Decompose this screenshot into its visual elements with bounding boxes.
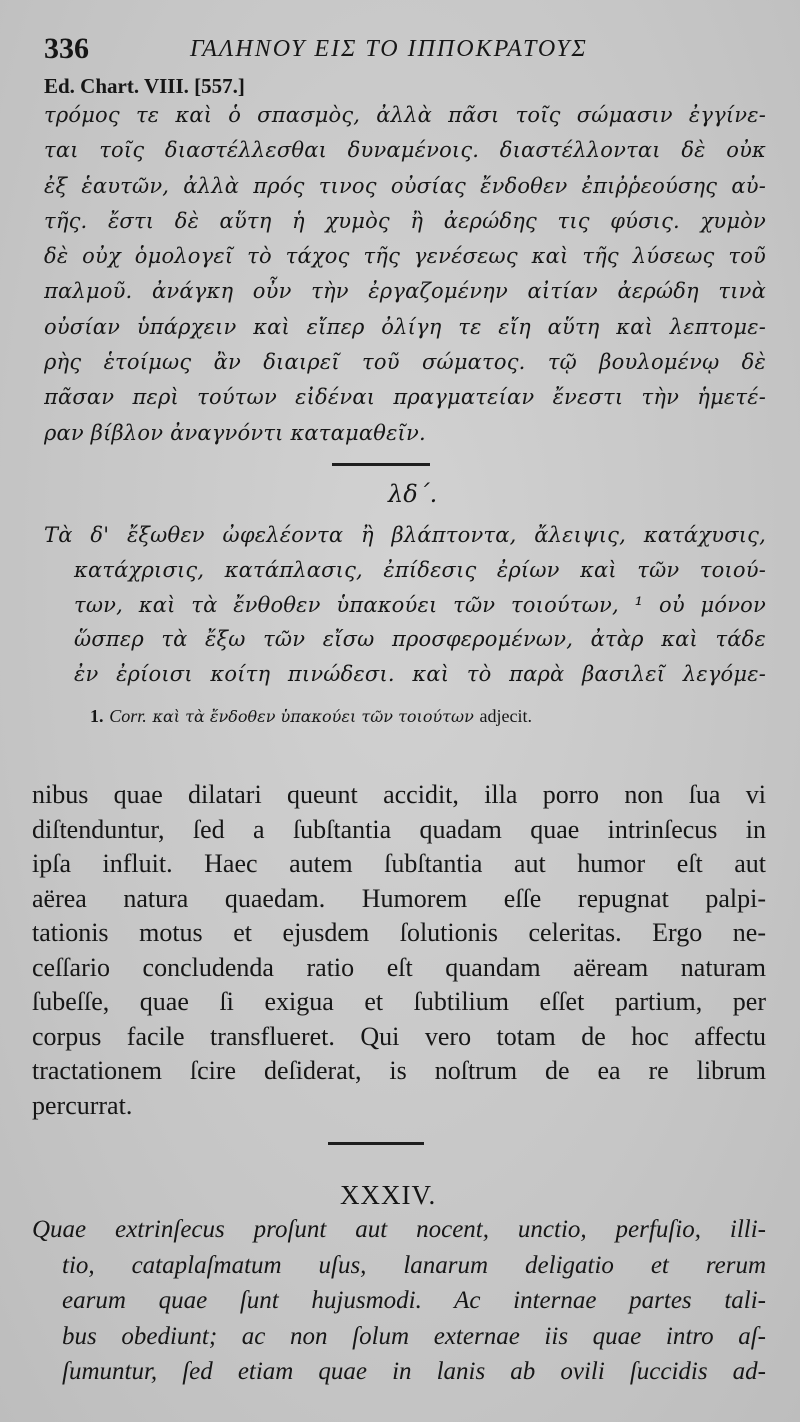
running-title: ΓΑΛΗΝΟΥ ΕΙΣ ΤΟ ΙΠΠΟΚΡΑΤΟΥΣ: [190, 36, 588, 62]
text-line: tio, cataplaſmatum uſus, lanarum deligatio et rerum: [62, 1251, 766, 1279]
text-line: ſumuntur, ſed etiam quae in lanis ab ovili ſuccidis ad-: [62, 1358, 766, 1385]
footnote-corr: Corr.: [109, 706, 147, 726]
page-number: 336: [44, 32, 89, 65]
latin-paragraph-2: [32, 1212, 766, 1390]
greek-paragraph-2: [44, 518, 766, 692]
text-line: ρὴς ἑτοίμως ἂν διαιρεῖ τοῦ σώματος. τῷ βουλομένῳ δὲ: [44, 350, 766, 375]
footnote: [90, 706, 532, 727]
text-line: ſubeſſe, quae ſi exigua et ſubtilium eſſet partium, per: [32, 987, 766, 1016]
latin-paragraph: [32, 778, 766, 1123]
text-line: ἐξ ἑαυτῶν, ἀλλὰ πρός τινος οὐσίας ἔνδοθεν ἐπιῤῥεούσης αὐ-: [44, 173, 766, 198]
text-line: πᾶσαν περὶ τούτων εἰδέναι πραγματείαν ἔνεστι τὴν ἡμετέ-: [44, 385, 766, 410]
text-line: tationis motus et ejusdem ſolutionis celeritas. Ergo ne-: [32, 918, 766, 947]
footnote-number: 1.: [90, 706, 104, 726]
text-line: οὐσίαν ὑπάρχειν καὶ εἴπερ ὀλίγη τε εἴη αὕτη καὶ λεπτομε-: [44, 314, 766, 339]
text-line: nibus quae dilatari queunt accidit, illa porro non ſua vi: [32, 780, 766, 809]
text-line: diſtenduntur, ſed a ſubſtantia quadam quae intrinſecus in: [32, 814, 766, 844]
latin-section-number: XXXIV.: [340, 1180, 437, 1210]
text-line: Quae extrinſecus proſunt aut nocent, unctio, perfuſio, illi-: [32, 1216, 766, 1243]
section-divider: [328, 1142, 424, 1145]
text-line: ὥσπερ τὰ ἔξω τῶν εἴσω προσφερομένων, ἀτὰρ καὶ τάδε: [74, 627, 766, 652]
text-line: earum quae ſunt hujusmodi. Ac internae partes tali-: [62, 1287, 766, 1314]
text-line: των, καὶ τὰ ἔνθοθεν ὑπακούει τῶν τοιούτων, ¹ οὐ μόνον: [74, 592, 766, 617]
section-divider: [332, 463, 430, 466]
text-line: τῆς. ἔστι δὲ αὕτη ἡ χυμὸς ἢ ἀερώδης τις φύσις. χυμὸν: [44, 208, 766, 233]
text-line: ἐν ἐρίοισι κοίτη πινώδεσι. καὶ τὸ παρὰ βασιλεῖ λεγόμε-: [74, 662, 766, 687]
text-line: ceſſario concludenda ratio eſt quandam aëream naturam: [32, 952, 766, 982]
text-line: παλμοῦ. ἀνάγκη οὖν τὴν ἐργαζομένην αἰτίαν ἀερώδη τινὰ: [44, 279, 766, 304]
text-line: corpus facile transflueret. Qui vero totam de hoc affectu: [32, 1021, 766, 1051]
text-line: τρόμος τε καὶ ὁ σπασμὸς, ἀλλὰ πᾶσι τοῖς σώμασιν ἐγγίνε-: [44, 103, 766, 127]
footnote-greek: καὶ τὰ ἔνδοθεν ὑπακούει τῶν τοιούτων: [152, 707, 474, 726]
text-line: ται τοῖς διαστέλλεσθαι δυναμένοις. διαστέλλονται δὲ οὐκ: [44, 138, 766, 163]
text-line: aërea natura quaedam. Humorem eſſe repugnat palpi-: [32, 883, 766, 913]
greek-section-number: λδ΄.: [388, 480, 438, 508]
text-line: ipſa influit. Haec autem ſubſtantia aut humor eſt aut: [32, 849, 766, 878]
text-line: Τὰ δ' ἔξωθεν ὠφελέοντα ἢ βλάπτοντα, ἄλειψις, κατάχυσις,: [44, 523, 766, 547]
text-line: κατάχρισις, κατάπλασις, ἐπίδεσις ἐρίων καὶ τῶν τοιού-: [74, 557, 766, 582]
page-header: [40, 30, 770, 70]
edition-reference: Ed. Chart. VIII. [557.]: [44, 74, 245, 98]
greek-paragraph: [44, 98, 766, 451]
footnote-adjecit: adjecit.: [479, 706, 533, 726]
text-line: ραν βίβλον ἀναγνόντι καταμαθεῖν.: [44, 420, 426, 445]
text-line: δὲ οὐχ ὁμολογεῖ τὸ τάχος τῆς γενέσεως καὶ τῆς λύσεως τοῦ: [44, 244, 766, 269]
text-line: tractationem ſcire deſiderat, is noſtrum de ea re librum: [32, 1056, 766, 1085]
text-line: percurrat.: [32, 1090, 133, 1120]
text-line: bus obediunt; ac non ſolum externae iis quae intro aſ-: [62, 1322, 766, 1350]
